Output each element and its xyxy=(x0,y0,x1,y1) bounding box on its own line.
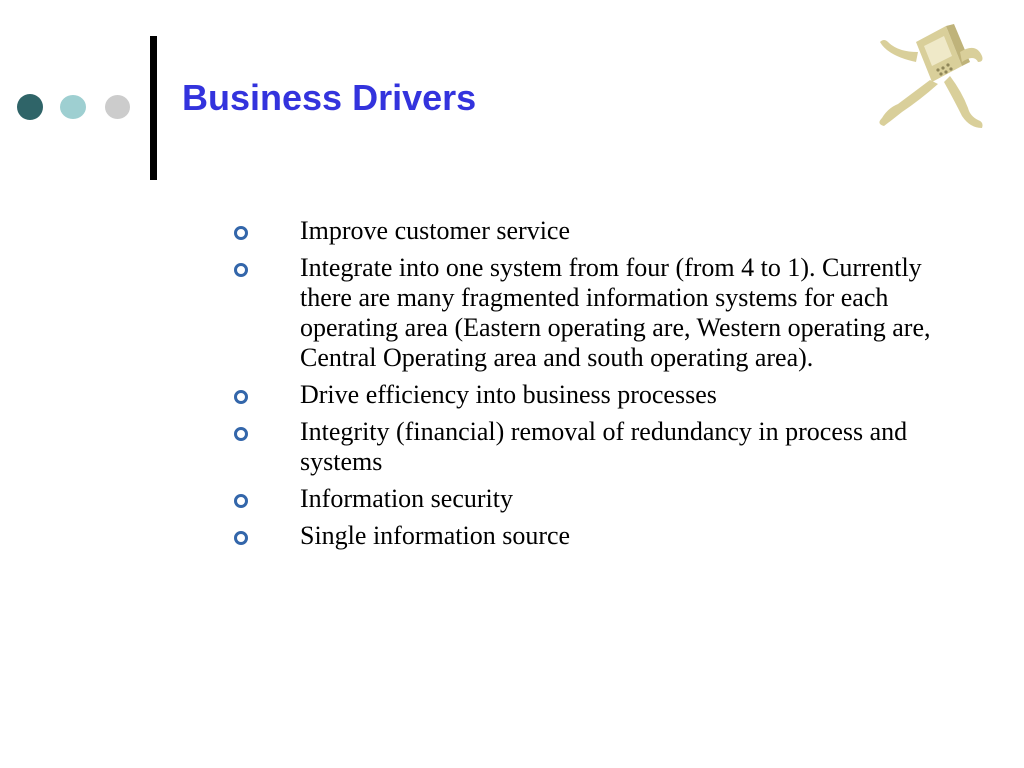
list-item-text: Single information source xyxy=(300,521,571,550)
list-item-text: Drive efficiency into business processes xyxy=(300,380,717,409)
decor-dot-dark xyxy=(17,94,43,120)
logo-leg-right xyxy=(944,76,983,128)
ring-bullet-icon xyxy=(234,494,248,508)
ring-bullet-icon xyxy=(234,226,248,240)
ring-bullet-icon xyxy=(234,263,248,277)
list-item-text: Information security xyxy=(300,484,513,513)
slide-title: Business Drivers xyxy=(182,77,477,118)
list-item xyxy=(232,216,952,246)
list-item-text: Improve customer service xyxy=(300,216,571,245)
decor-dot-mid xyxy=(60,95,86,119)
running-computer-icon xyxy=(858,12,998,132)
list-item xyxy=(232,380,952,410)
logo-arm-left xyxy=(880,40,918,62)
decor-dot-light xyxy=(105,95,130,119)
logo-leg-left xyxy=(879,80,938,126)
list-item-text: Integrity (financial) removal of redundancy in process and systems xyxy=(300,417,908,476)
list-item xyxy=(232,521,952,551)
list-item xyxy=(232,484,952,514)
list-item xyxy=(232,253,952,373)
list-item-text: Integrate into one system from four (from 4 to 1). Currently there are many fragmented information systems for each operating area (Eastern operating are, Western operating are, Central Operating area and south operating area). xyxy=(300,253,931,372)
title-divider xyxy=(150,36,157,180)
bullet-list xyxy=(232,216,952,558)
logo-figure xyxy=(879,24,982,128)
list-item xyxy=(232,417,952,477)
ring-bullet-icon xyxy=(234,427,248,441)
ring-bullet-icon xyxy=(234,390,248,404)
ring-bullet-icon xyxy=(234,531,248,545)
